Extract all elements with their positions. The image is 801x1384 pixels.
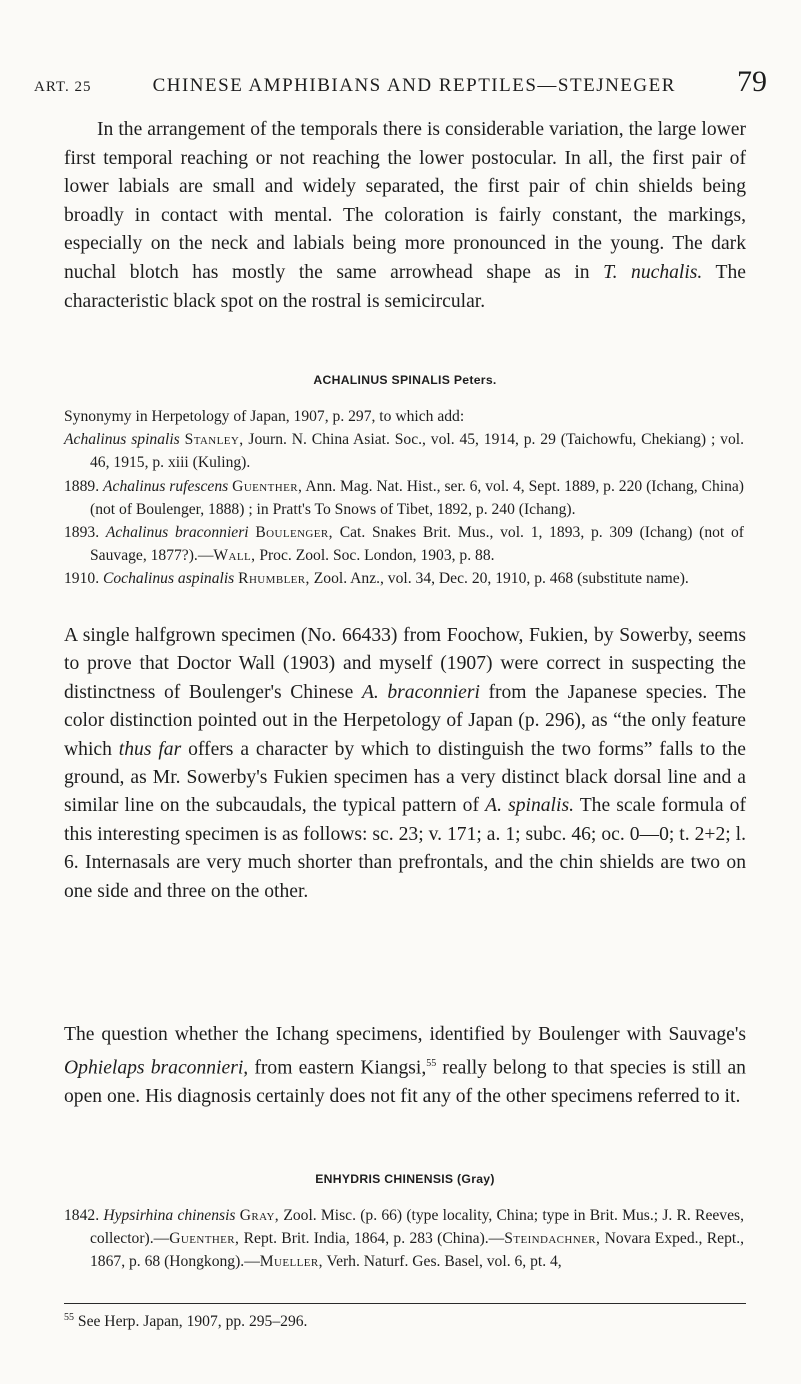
paragraph-foochow-specimen — [64, 622, 746, 906]
taxon-name: Achalinus spinalis — [64, 431, 180, 449]
taxon-name: Achalinus braconnieri — [105, 524, 249, 542]
section-heading-enhydris: ENHYDRIS CHINENSIS (Gray) — [315, 1172, 495, 1186]
entry-year: 1889. — [64, 477, 104, 495]
entry-year: 1842. — [64, 1207, 104, 1224]
author-name: Wall, — [213, 547, 256, 565]
synonymy-entry — [64, 1204, 744, 1274]
synonymy-entry — [64, 521, 744, 567]
species-name: Ophielaps braconnieri, — [64, 1057, 249, 1079]
synonymy-entry — [64, 428, 744, 474]
citation-text: Cat. Snakes Brit. Mus., vol. 1, 1893, p. 309 (Ichang) (not of Sauvage, 1877?).— — [90, 524, 744, 565]
synonymy-entry — [64, 405, 744, 428]
emphasis-text: thus far — [118, 738, 182, 760]
footnote-text: See Herp. Japan, 1907, pp. 295–296. — [74, 1313, 308, 1331]
entry-year: 1910. — [64, 570, 103, 588]
synonymy-list-achalinus — [64, 405, 744, 591]
entry-lead: Synonymy in Herpetology of Japan, 1907, p. 297, to which add: — [64, 408, 465, 425]
section-heading-achalinus: ACHALINUS SPINALIS Peters. — [313, 373, 497, 387]
paragraph-text: In the arrangement of the temporals there is considerable variation, the large lower first temporal reaching or not reaching the lower postocular. In all, the first pair of lower labials are small and widely separated, the first pair of chin shields being broadly in contact with mental. The coloration is fairly constant, the markings, especially on the neck and labials being more pronounced in the young. The dark nuchal blotch has mostly the same arrowhead shape as in — [64, 119, 746, 283]
synonymy-entry — [64, 475, 744, 521]
citation-text: Novara Exped., Rept., 1867, p. 68 (Hongkong).— — [90, 1230, 744, 1271]
paragraph-text: A single halfgrown specimen (No. 66433) from Foochow, Fukien, by Sowerby, seems to prove that Doctor Wall (1903) and myself (1907) were correct in suspecting the distinctness of Boulenger's Chinese — [64, 625, 746, 703]
running-title: CHINESE AMPHIBIANS AND REPTILES—STEJNEGER — [152, 75, 676, 96]
footnote-number: 55 — [64, 1312, 74, 1323]
author-name: Boulenger, — [255, 524, 333, 542]
paragraph-text: offers a character by which to distinguish the two forms” falls to the ground, as Mr. Sowerby's Fukien specimen has a very distinct black dorsal line and a similar line on the subcaudals, the typical pattern of — [64, 738, 746, 817]
paragraph-temporals — [64, 116, 746, 316]
page-number: 79 — [737, 65, 767, 98]
species-name: A. braconnieri — [361, 681, 480, 703]
species-name: A. spinalis. — [485, 795, 574, 817]
citation-text: Zool. Anz., vol. 34, Dec. 20, 1910, p. 468 (substitute name). — [309, 570, 689, 588]
author-name: Guenther, — [169, 1230, 240, 1248]
author-name: Mueller, — [259, 1253, 323, 1271]
author-name: Rhumbler, — [238, 570, 310, 588]
species-name: T. nuchalis. — [603, 261, 703, 283]
citation-text: Rept. Brit. India, 1864, p. 283 (China).— — [239, 1230, 505, 1248]
footnote-divider — [64, 1303, 746, 1304]
running-head — [34, 65, 767, 101]
citation-text: Proc. Zool. Soc. London, 1903, p. 88. — [255, 547, 495, 565]
article-number: ART. 25 — [34, 79, 92, 95]
taxon-name: Cochalinus aspinalis — [102, 570, 235, 588]
taxon-name: Hypsirhina chinensis — [103, 1207, 236, 1224]
author-name: Gray, — [239, 1207, 280, 1224]
author-name: Stanley, — [184, 431, 244, 449]
paragraph-text: The question whether the Ichang specimens, identified by Boulenger with Sauvage's — [64, 1024, 746, 1045]
paragraph-ichang-question — [64, 1021, 746, 1111]
paragraph-text: The characteristic black spot on the rostral is semicircular. — [64, 261, 746, 312]
synonymy-entry — [64, 567, 744, 590]
footnote-reference[interactable]: 55 — [426, 1057, 437, 1069]
citation-text: Zool. Misc. (p. 66) (type locality, China; type in Brit. Mus.; J. R. Reeves, collector).— — [90, 1207, 744, 1248]
citation-text: Ann. Mag. Nat. Hist., ser. 6, vol. 4, Sept. 1889, p. 220 (Ichang, China) (not of Boulenger, 1888) ; in Pratt's To Snows of Tibet, 1892, p. 240 (Ichang). — [90, 477, 744, 518]
paragraph-text: from eastern Kiangsi, — [248, 1057, 427, 1079]
synonymy-list-enhydris — [64, 1204, 744, 1274]
entry-year: 1893. — [64, 524, 106, 542]
author-name: Guenther, — [232, 477, 303, 495]
footnote — [64, 1307, 746, 1333]
paragraph-text: The scale formula of this interesting specimen is as follows: sc. 23; v. 171; a. 1; subc. 46; oc. 0—0; t. 2+2; l. 6. Internasals are very much shorter than prefrontals, and the chin shields are two on one side and three on the other. — [64, 795, 746, 902]
author-name: Steindachner, — [504, 1230, 601, 1248]
citation-text: Verh. Naturf. Ges. Basel, vol. 6, pt. 4, — [322, 1253, 562, 1271]
taxon-name: Achalinus rufescens — [103, 477, 229, 495]
paragraph-text: from the Japanese species. The color distinction pointed out in the Herpetology of Japan (p. 296), as “the only feature which — [64, 681, 746, 760]
citation-text: Journ. N. China Asiat. Soc., vol. 45, 1914, p. 29 (Taichowfu, Chekiang) ; vol. 46, 1915, p. xiii (Kuling). — [90, 431, 744, 472]
paragraph-text: really belong to that species is still an open one. His diagnosis certainly does not fit any of the other specimens referred to it. — [64, 1057, 746, 1107]
